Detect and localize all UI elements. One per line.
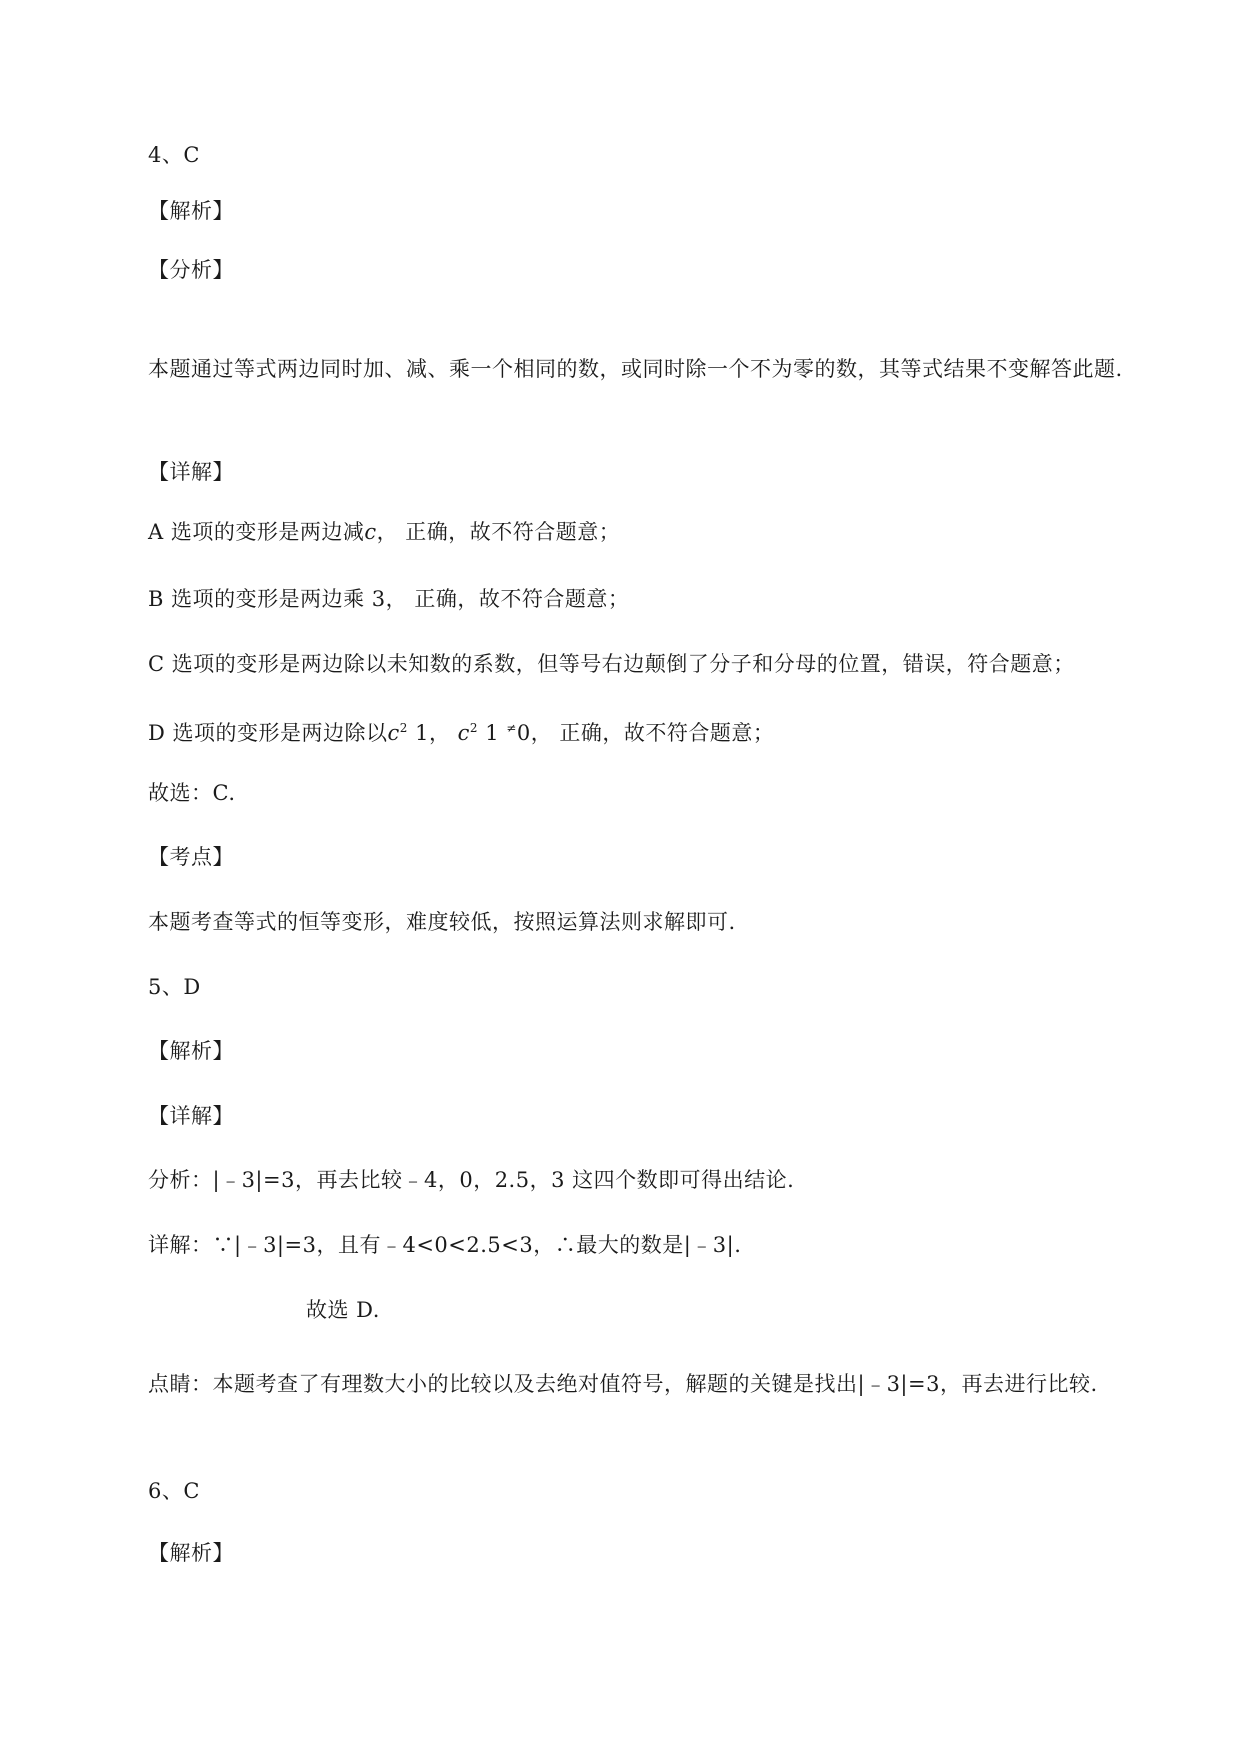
math-fragment: 1， <box>407 721 458 745</box>
math-variable: c <box>387 721 400 745</box>
option-d-text: D 选项的变形是两边除以 <box>148 721 388 745</box>
fenxi-text: 分析：|﹣3|=3，再去比较﹣4，0，2.5，3 这四个数即可得出结论. <box>148 1168 795 1192</box>
section-xiangjie: 【详解】 <box>148 460 234 484</box>
option-a-explanation <box>148 517 620 547</box>
math-fragment: 1 <box>478 721 507 745</box>
option-d-explanation <box>148 713 774 748</box>
option-d-text-end: 0， 正确，故不符合题意； <box>516 721 775 745</box>
section-xiangjie: 【详解】 <box>148 1104 234 1128</box>
math-exponent: 2 <box>469 721 479 735</box>
xiangjie-text: 详解：∵|﹣3|=3，且有﹣4<0<2.5<3，∴最大的数是|﹣3|. <box>148 1233 742 1257</box>
section-jiexi: 【解析】 <box>148 1541 234 1565</box>
math-variable: c <box>364 520 377 544</box>
section-kaodian: 【考点】 <box>148 845 234 869</box>
option-a-text: A 选项的变形是两边减 <box>148 520 365 544</box>
math-exponent: 2 <box>399 721 408 735</box>
section-jiexi: 【解析】 <box>148 1039 234 1063</box>
answer-6: 6、C <box>148 1479 200 1503</box>
section-fenxi: 【分析】 <box>148 258 234 282</box>
dianjing-paragraph: 点睛：本题考查了有理数大小的比较以及去绝对值符号，解题的关键是找出|﹣3|=3，再去进行比较. <box>148 1372 1098 1396</box>
option-c-explanation: C 选项的变形是两边除以未知数的系数，但等号右边颠倒了分子和分母的位置，错误，符合题意； <box>148 652 1075 676</box>
answer-4: 4、C <box>148 143 200 167</box>
choice-result: 故选：C. <box>148 781 236 805</box>
option-b-explanation: B 选项的变形是两边乘 3， 正确，故不符合题意； <box>148 587 630 611</box>
section-jiexi: 【解析】 <box>148 199 234 223</box>
kaodian-text: 本题考查等式的恒等变形，难度较低，按照运算法则求解即可. <box>148 910 736 934</box>
choice-result: 故选 D. <box>306 1298 380 1322</box>
analysis-paragraph: 本题通过等式两边同时加、减、乘一个相同的数，或同时除一个不为零的数，其等式结果不变解答此题. <box>148 357 1123 381</box>
not-equal-sign: ≠ <box>506 721 517 735</box>
math-variable: c <box>457 721 470 745</box>
answer-5: 5、D <box>148 975 201 999</box>
option-a-text-end: ， 正确，故不符合题意； <box>376 520 621 544</box>
